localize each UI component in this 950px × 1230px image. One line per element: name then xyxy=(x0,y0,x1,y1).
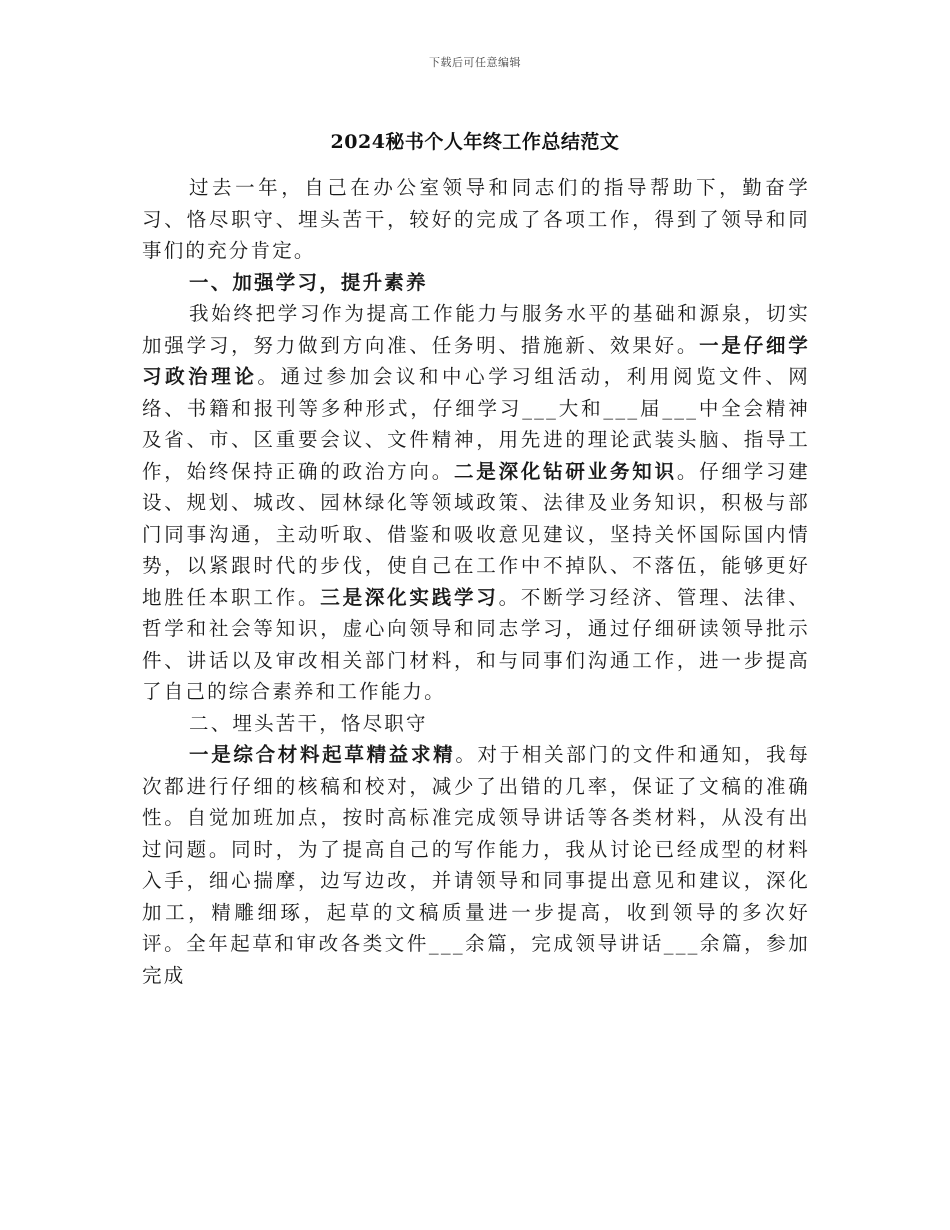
section1-lead: 我始终把学习作为提高工作能力与服务水平的基础和源泉，切实加强学习，努力做到方向准、任务明、措施新、效果好。 xyxy=(142,302,810,357)
section2-paragraph xyxy=(142,739,810,991)
section1-point3-heading: 三是深化实践学习 xyxy=(320,585,499,609)
section1-point3-text: 。不断学习经济、管理、法律、哲学和社会等知识，虚心向领导和同志学习，通过仔细研读领导批示件、讲话以及审改相关部门材料，和与同事们沟通工作，进一步提高了自己的综合素养和工作能力。 xyxy=(142,585,810,703)
document-body xyxy=(142,172,810,991)
section1-point2-heading: 二是深化钻研业务知识 xyxy=(454,459,677,483)
section1-paragraph xyxy=(142,298,810,708)
document-title: 2024秘书个人年终工作总结范文 xyxy=(330,131,620,153)
section1-point2-text: 。仔细学习建设、规划、城改、园林绿化等领域政策、法律及业务知识，积极与部门同事沟通，主动听取、借鉴和吸收意见建议，坚持关怀国际国内情势，以紧跟时代的步伐，使自己在工作中不掉队、不落伍，能够更好地胜任本职工作。 xyxy=(142,459,810,609)
section1-point1-text: 。通过参加会议和中心学习组活动，利用阅览文件、网络、书籍和报刊等多种形式，仔细学习___大和___届___中全会精神及省、市、区重要会议、文件精神，用先进的理论武装头脑、指导工作，始终保持正确的政治方向。 xyxy=(142,365,810,483)
section2-heading: 二、埋头苦干，恪尽职守 xyxy=(189,711,428,735)
section1-heading: 一、加强学习，提升素养 xyxy=(189,270,428,294)
intro-paragraph: 过去一年，自己在办公室领导和同志们的指导帮助下，勤奋学习、恪尽职守、埋头苦干，较好的完成了各项工作，得到了领导和同事们的充分肯定。 xyxy=(142,176,810,262)
section2-point1-heading: 一是综合材料起草精益求精 xyxy=(189,743,456,766)
header-note: 下载后可任意编辑 xyxy=(429,56,521,69)
section1-point1-heading: 一是仔细学习政治理论 xyxy=(142,333,810,388)
section2-point1-text: 。对于相关部门的文件和通知，我每次都进行仔细的核稿和校对，减少了出错的几率，保证了文稿的准确性。自觉加班加点，按时高标准完成领导讲话等各类材料，从没有出过问题。同时，为了提高自己的写作能力，我从讨论已经成型的材料入手，细心揣摩，边写边改，并请领导和同事提出意见和建议，深化加工，精雕细琢，起草的文稿质量进一步提高，收到领导的多次好评。全年起草和审改各类文件___余篇，完成领导讲话___余篇，参加完成 xyxy=(142,743,810,987)
